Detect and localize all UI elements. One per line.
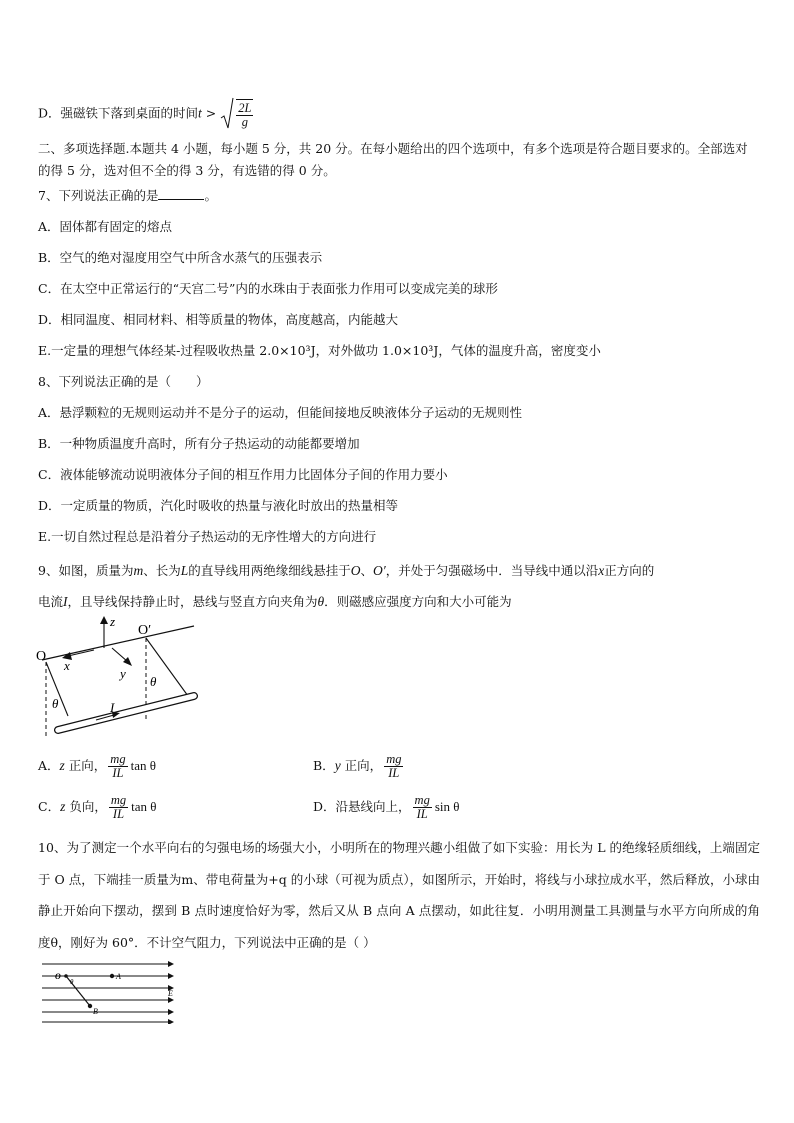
q6-relation: > <box>205 105 217 121</box>
q9-var-i: I <box>63 594 68 609</box>
q8-stem: 8、下列说法正确的是（ ） <box>38 374 209 389</box>
q8-option-e: E.一切自然过程总是沿着分子热运动的无序性增大的方向进行 <box>38 529 377 544</box>
q9-option-b-var: y <box>334 758 341 773</box>
q8-option-d: D．一定质量的物质，汽化时吸收的热量与液化时放出的热量相等 <box>38 498 399 513</box>
q8-option-a: A．悬浮颗粒的无规则运动并不是分子的运动，但能间接地反映液体分子运动的无规则性 <box>38 405 523 420</box>
q7-option-b: B．空气的绝对湿度用空气中所含水蒸气的压强表示 <box>38 250 323 265</box>
q7-option-d: D．相同温度、相同材料、相等质量的物体，高度越高，内能越大 <box>38 312 399 327</box>
q9-option-c-fn: tan θ <box>131 799 157 814</box>
q9-option-b-text: 正向， <box>344 758 383 773</box>
q9-figure <box>34 612 206 744</box>
q9-option-d <box>313 794 459 821</box>
q10-stem: 10、为了测定一个水平向右的匀强电场的场强大小，小明所在的物理兴趣小组做了如下实验：用长为 L 的绝缘轻质细线，上端固定于 O 点，下端挂一质量为m、带电荷量为+q 的小球（可视为质点），如图所示，开始时，将线与小球拉成水平，然后释放，小球由静止开始向下摆动，摆到 B 点时速度恰好为零，然后又从 B 点向 A 点摆动，如此往复．小明用测量工具测量与水平方向所成的角度θ，刚好为 60°．不计空气阻力，下列说法中正确的是（ ） <box>38 840 760 950</box>
q9-option-b-fraction <box>384 753 403 780</box>
q7-stem-text: 7、下列说法正确的是 <box>38 188 159 203</box>
q6-option-d-text: D．强磁铁下落到桌面的时间 <box>38 105 199 121</box>
q9-text-3: 的直导线用两绝缘细线悬挂于 <box>188 563 351 578</box>
q9-text-8: ．则磁感应强度方向和大小可能为 <box>324 594 512 609</box>
q9-option-d-prefix: D． <box>313 799 336 814</box>
q9-text-7: ，且导线保持静止时，悬线与竖直方向夹角为 <box>67 594 318 609</box>
q9-var-x: x <box>598 563 605 578</box>
label-y: y <box>120 666 126 681</box>
q7-option-a: A．固体都有固定的熔点 <box>38 219 173 234</box>
q9-sep: 、 <box>360 563 374 578</box>
q9-var-m: m <box>133 563 144 578</box>
q10-figure <box>40 958 180 1024</box>
q9-option-d-fraction <box>413 794 432 821</box>
q9-option-d-fn: sin θ <box>434 799 460 814</box>
q7-option-e: E.一定量的理想气体经某-过程吸收热量 2.0×10³J，对外做功 1.0×10³J，气体的温度升高，密度变小 <box>38 343 601 358</box>
q9-option-c-var: z <box>60 799 66 814</box>
label-b: B <box>93 1007 98 1016</box>
q9-var-o: O <box>350 563 361 578</box>
answer-blank <box>158 187 204 200</box>
conductor-rod <box>58 696 194 730</box>
q9-option-a-den: IL <box>112 766 124 780</box>
q9-option-a-prefix: A． <box>38 758 60 773</box>
q9-option-b-num: mg <box>386 752 402 766</box>
label-e: E <box>168 989 173 998</box>
label-theta: θ <box>70 978 74 986</box>
q9-var-l: L <box>180 563 189 578</box>
q9-var-theta: θ <box>317 594 325 609</box>
q7-option-c: C．在太空中正常运行的“天宫二号”内的水珠由于表面张力作用可以变成完美的球形 <box>38 281 498 296</box>
q9-text-2: 、长为 <box>143 563 181 578</box>
label-o: O <box>36 649 47 664</box>
q9-text-5: 正方向的 <box>604 563 655 578</box>
label-theta-right: θ <box>150 674 157 689</box>
q7-stem <box>38 187 217 205</box>
q9-text-4: ，并处于匀强磁场中．当导线中通以沿 <box>385 563 599 578</box>
q9-option-c-fraction <box>109 794 128 821</box>
q9-option-b <box>313 753 405 780</box>
q9-text-1: 9、如图，质量为 <box>38 563 134 578</box>
q9-option-c <box>38 794 156 821</box>
q9-option-a-fn: tan θ <box>130 758 156 773</box>
label-x: x <box>64 658 70 673</box>
sqrt-denominator: g <box>241 115 248 129</box>
q9-option-a <box>38 753 156 780</box>
label-theta-left: θ <box>52 696 59 711</box>
label-o: O <box>55 972 61 981</box>
point-a <box>110 974 114 978</box>
q6-option-d <box>38 97 255 131</box>
q9-option-a-var: z <box>59 758 65 773</box>
q9-option-d-text: 沿悬线向上， <box>335 799 411 814</box>
q8-option-b: B．一种物质温度升高时，所有分子热运动的动能都要增加 <box>38 436 360 451</box>
q6-var-t: t <box>198 105 202 121</box>
q9-stem-line1 <box>38 562 654 580</box>
q7-stem-end: 。 <box>204 188 217 203</box>
label-z: z <box>110 614 116 629</box>
radical-sign-icon <box>220 97 234 131</box>
q9-option-c-prefix: C． <box>38 799 61 814</box>
label-current: I <box>110 700 115 715</box>
q8-option-c: C．液体能够流动说明液体分子间的相互作用力比固体分子间的作用力要小 <box>38 467 448 482</box>
field-lines <box>42 964 172 1022</box>
q9-option-b-den: IL <box>388 766 400 780</box>
ceiling-line <box>42 626 194 660</box>
sqrt-expression <box>220 97 255 131</box>
sqrt-numerator: 2L <box>238 101 252 115</box>
q9-option-a-fraction <box>108 753 127 780</box>
q9-var-o-prime: O′ <box>373 563 386 578</box>
q9-option-d-num: mg <box>414 793 430 807</box>
z-axis-arrow-icon <box>100 616 108 624</box>
q9-option-c-text: 负向， <box>69 799 107 814</box>
q9-option-c-num: mg <box>110 793 127 807</box>
q9-option-a-num: mg <box>110 752 126 766</box>
point-o <box>64 974 68 978</box>
section2-header: 二、多项选择题.本题共 4 小题，每小题 5 分，共 20 分。在每小题给出的四个选项中，有多个选项是符合题目要求的。全部选对的得 5 分，选对但不全的得 3 分，有选错的得 0 分。 <box>38 141 748 178</box>
label-o-prime: O′ <box>138 623 152 638</box>
q9-option-c-den: IL <box>112 807 125 821</box>
sqrt-fraction <box>236 99 253 129</box>
q9-option-b-prefix: B． <box>313 758 335 773</box>
point-b <box>88 1004 92 1008</box>
label-a: A <box>116 972 121 981</box>
q9-option-d-den: IL <box>416 807 428 821</box>
q9-stem-line2 <box>38 593 512 611</box>
q9-option-a-text: 正向， <box>68 758 107 773</box>
q9-text-6: 电流 <box>38 594 64 609</box>
